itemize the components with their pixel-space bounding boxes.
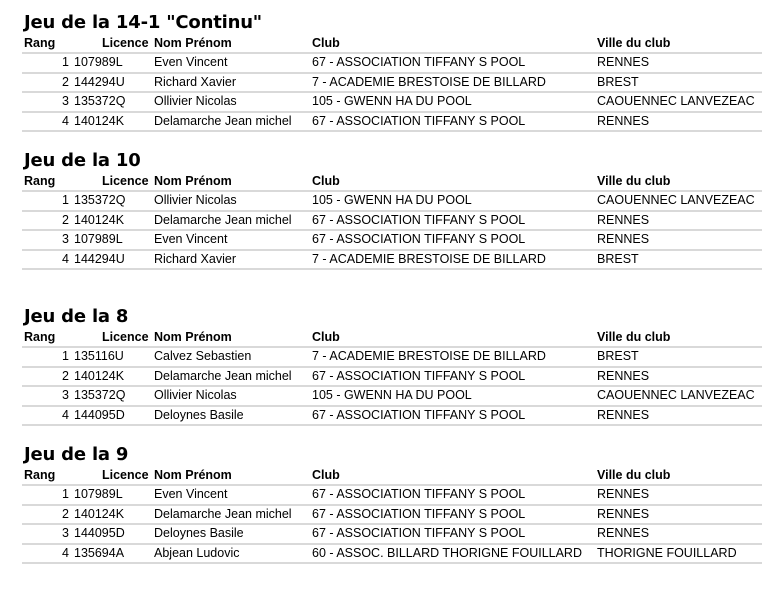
col-header-rang: Rang bbox=[22, 328, 72, 347]
header-row bbox=[22, 172, 762, 191]
cell-club: 67 - ASSOCIATION TIFFANY S POOL bbox=[310, 406, 595, 426]
table-row bbox=[22, 367, 762, 387]
cell-rang: 4 bbox=[22, 406, 72, 426]
cell-ville: RENNES bbox=[595, 211, 762, 231]
col-header-club: Club bbox=[310, 34, 595, 53]
cell-ville: RENNES bbox=[595, 524, 762, 544]
cell-nom: Delamarche Jean michel bbox=[152, 367, 310, 387]
cell-nom: Delamarche Jean michel bbox=[152, 211, 310, 231]
cell-club: 67 - ASSOCIATION TIFFANY S POOL bbox=[310, 524, 595, 544]
cell-rang: 4 bbox=[22, 112, 72, 132]
table-row bbox=[22, 92, 762, 112]
cell-nom: Even Vincent bbox=[152, 485, 310, 505]
cell-nom: Ollivier Nicolas bbox=[152, 92, 310, 112]
cell-licence: 140124K bbox=[72, 505, 152, 525]
cell-ville: BREST bbox=[595, 347, 762, 367]
cell-licence: 140124K bbox=[72, 112, 152, 132]
cell-nom: Abjean Ludovic bbox=[152, 544, 310, 564]
cell-nom: Richard Xavier bbox=[152, 250, 310, 270]
header-row bbox=[22, 328, 762, 347]
cell-rang: 1 bbox=[22, 347, 72, 367]
cell-rang: 3 bbox=[22, 230, 72, 250]
cell-nom: Richard Xavier bbox=[152, 73, 310, 93]
cell-licence: 107989L bbox=[72, 230, 152, 250]
cell-ville: RENNES bbox=[595, 485, 762, 505]
cell-club: 105 - GWENN HA DU POOL bbox=[310, 92, 595, 112]
col-header-nom: Nom Prénom bbox=[152, 466, 310, 485]
cell-club: 7 - ACADEMIE BRESTOISE DE BILLARD bbox=[310, 250, 595, 270]
cell-rang: 3 bbox=[22, 524, 72, 544]
header-row bbox=[22, 34, 762, 53]
table-row bbox=[22, 112, 762, 132]
table-row bbox=[22, 485, 762, 505]
cell-nom: Deloynes Basile bbox=[152, 406, 310, 426]
results-table bbox=[22, 328, 762, 426]
col-header-licence: Licence bbox=[72, 172, 152, 191]
col-header-club: Club bbox=[310, 466, 595, 485]
cell-club: 7 - ACADEMIE BRESTOISE DE BILLARD bbox=[310, 73, 595, 93]
cell-rang: 4 bbox=[22, 250, 72, 270]
col-header-rang: Rang bbox=[22, 172, 72, 191]
table-row bbox=[22, 73, 762, 93]
table-row bbox=[22, 250, 762, 270]
table-row bbox=[22, 505, 762, 525]
cell-club: 67 - ASSOCIATION TIFFANY S POOL bbox=[310, 367, 595, 387]
cell-nom: Even Vincent bbox=[152, 230, 310, 250]
cell-nom: Ollivier Nicolas bbox=[152, 386, 310, 406]
cell-ville: CAOUENNEC LANVEZEAC bbox=[595, 191, 762, 211]
cell-club: 67 - ASSOCIATION TIFFANY S POOL bbox=[310, 112, 595, 132]
cell-club: 60 - ASSOC. BILLARD THORIGNE FOUILLARD bbox=[310, 544, 595, 564]
cell-rang: 2 bbox=[22, 505, 72, 525]
cell-rang: 2 bbox=[22, 367, 72, 387]
cell-ville: THORIGNE FOUILLARD bbox=[595, 544, 762, 564]
cell-nom: Ollivier Nicolas bbox=[152, 191, 310, 211]
cell-ville: RENNES bbox=[595, 406, 762, 426]
table-row bbox=[22, 386, 762, 406]
results-table bbox=[22, 172, 762, 270]
cell-ville: RENNES bbox=[595, 53, 762, 73]
cell-ville: BREST bbox=[595, 250, 762, 270]
cell-licence: 107989L bbox=[72, 53, 152, 73]
cell-club: 67 - ASSOCIATION TIFFANY S POOL bbox=[310, 53, 595, 73]
cell-licence: 144294U bbox=[72, 73, 152, 93]
header-row bbox=[22, 466, 762, 485]
table-row bbox=[22, 191, 762, 211]
results-table bbox=[22, 466, 762, 564]
cell-club: 67 - ASSOCIATION TIFFANY S POOL bbox=[310, 230, 595, 250]
cell-club: 67 - ASSOCIATION TIFFANY S POOL bbox=[310, 485, 595, 505]
section-title: Jeu de la 14-1 "Continu" bbox=[24, 12, 262, 33]
cell-licence: 135116U bbox=[72, 347, 152, 367]
section-title: Jeu de la 8 bbox=[24, 306, 129, 327]
col-header-ville: Ville du club bbox=[595, 34, 762, 53]
table-row bbox=[22, 53, 762, 73]
cell-nom: Deloynes Basile bbox=[152, 524, 310, 544]
cell-rang: 1 bbox=[22, 191, 72, 211]
col-header-rang: Rang bbox=[22, 466, 72, 485]
cell-rang: 4 bbox=[22, 544, 72, 564]
col-header-rang: Rang bbox=[22, 34, 72, 53]
cell-club: 105 - GWENN HA DU POOL bbox=[310, 386, 595, 406]
cell-nom: Calvez Sebastien bbox=[152, 347, 310, 367]
cell-rang: 1 bbox=[22, 53, 72, 73]
col-header-nom: Nom Prénom bbox=[152, 172, 310, 191]
col-header-club: Club bbox=[310, 172, 595, 191]
cell-ville: CAOUENNEC LANVEZEAC bbox=[595, 92, 762, 112]
col-header-licence: Licence bbox=[72, 34, 152, 53]
col-header-licence: Licence bbox=[72, 466, 152, 485]
cell-ville: RENNES bbox=[595, 367, 762, 387]
cell-club: 105 - GWENN HA DU POOL bbox=[310, 191, 595, 211]
cell-club: 67 - ASSOCIATION TIFFANY S POOL bbox=[310, 211, 595, 231]
cell-licence: 135372Q bbox=[72, 92, 152, 112]
table-row bbox=[22, 230, 762, 250]
cell-rang: 3 bbox=[22, 386, 72, 406]
cell-licence: 140124K bbox=[72, 211, 152, 231]
results-table bbox=[22, 34, 762, 132]
section-title: Jeu de la 10 bbox=[24, 150, 141, 171]
col-header-nom: Nom Prénom bbox=[152, 328, 310, 347]
cell-rang: 3 bbox=[22, 92, 72, 112]
cell-nom: Delamarche Jean michel bbox=[152, 112, 310, 132]
table-row bbox=[22, 406, 762, 426]
cell-licence: 135372Q bbox=[72, 386, 152, 406]
cell-licence: 140124K bbox=[72, 367, 152, 387]
cell-ville: CAOUENNEC LANVEZEAC bbox=[595, 386, 762, 406]
section-title: Jeu de la 9 bbox=[24, 444, 129, 465]
col-header-club: Club bbox=[310, 328, 595, 347]
cell-rang: 2 bbox=[22, 73, 72, 93]
cell-ville: RENNES bbox=[595, 230, 762, 250]
cell-licence: 135372Q bbox=[72, 191, 152, 211]
cell-club: 67 - ASSOCIATION TIFFANY S POOL bbox=[310, 505, 595, 525]
table-row bbox=[22, 347, 762, 367]
col-header-licence: Licence bbox=[72, 328, 152, 347]
cell-licence: 107989L bbox=[72, 485, 152, 505]
cell-ville: BREST bbox=[595, 73, 762, 93]
cell-ville: RENNES bbox=[595, 505, 762, 525]
table-row bbox=[22, 544, 762, 564]
col-header-ville: Ville du club bbox=[595, 328, 762, 347]
cell-club: 7 - ACADEMIE BRESTOISE DE BILLARD bbox=[310, 347, 595, 367]
cell-licence: 144294U bbox=[72, 250, 152, 270]
cell-licence: 135694A bbox=[72, 544, 152, 564]
col-header-ville: Ville du club bbox=[595, 172, 762, 191]
table-row bbox=[22, 524, 762, 544]
col-header-nom: Nom Prénom bbox=[152, 34, 310, 53]
cell-rang: 2 bbox=[22, 211, 72, 231]
cell-licence: 144095D bbox=[72, 524, 152, 544]
cell-licence: 144095D bbox=[72, 406, 152, 426]
cell-nom: Delamarche Jean michel bbox=[152, 505, 310, 525]
cell-nom: Even Vincent bbox=[152, 53, 310, 73]
table-row bbox=[22, 211, 762, 231]
cell-rang: 1 bbox=[22, 485, 72, 505]
cell-ville: RENNES bbox=[595, 112, 762, 132]
col-header-ville: Ville du club bbox=[595, 466, 762, 485]
